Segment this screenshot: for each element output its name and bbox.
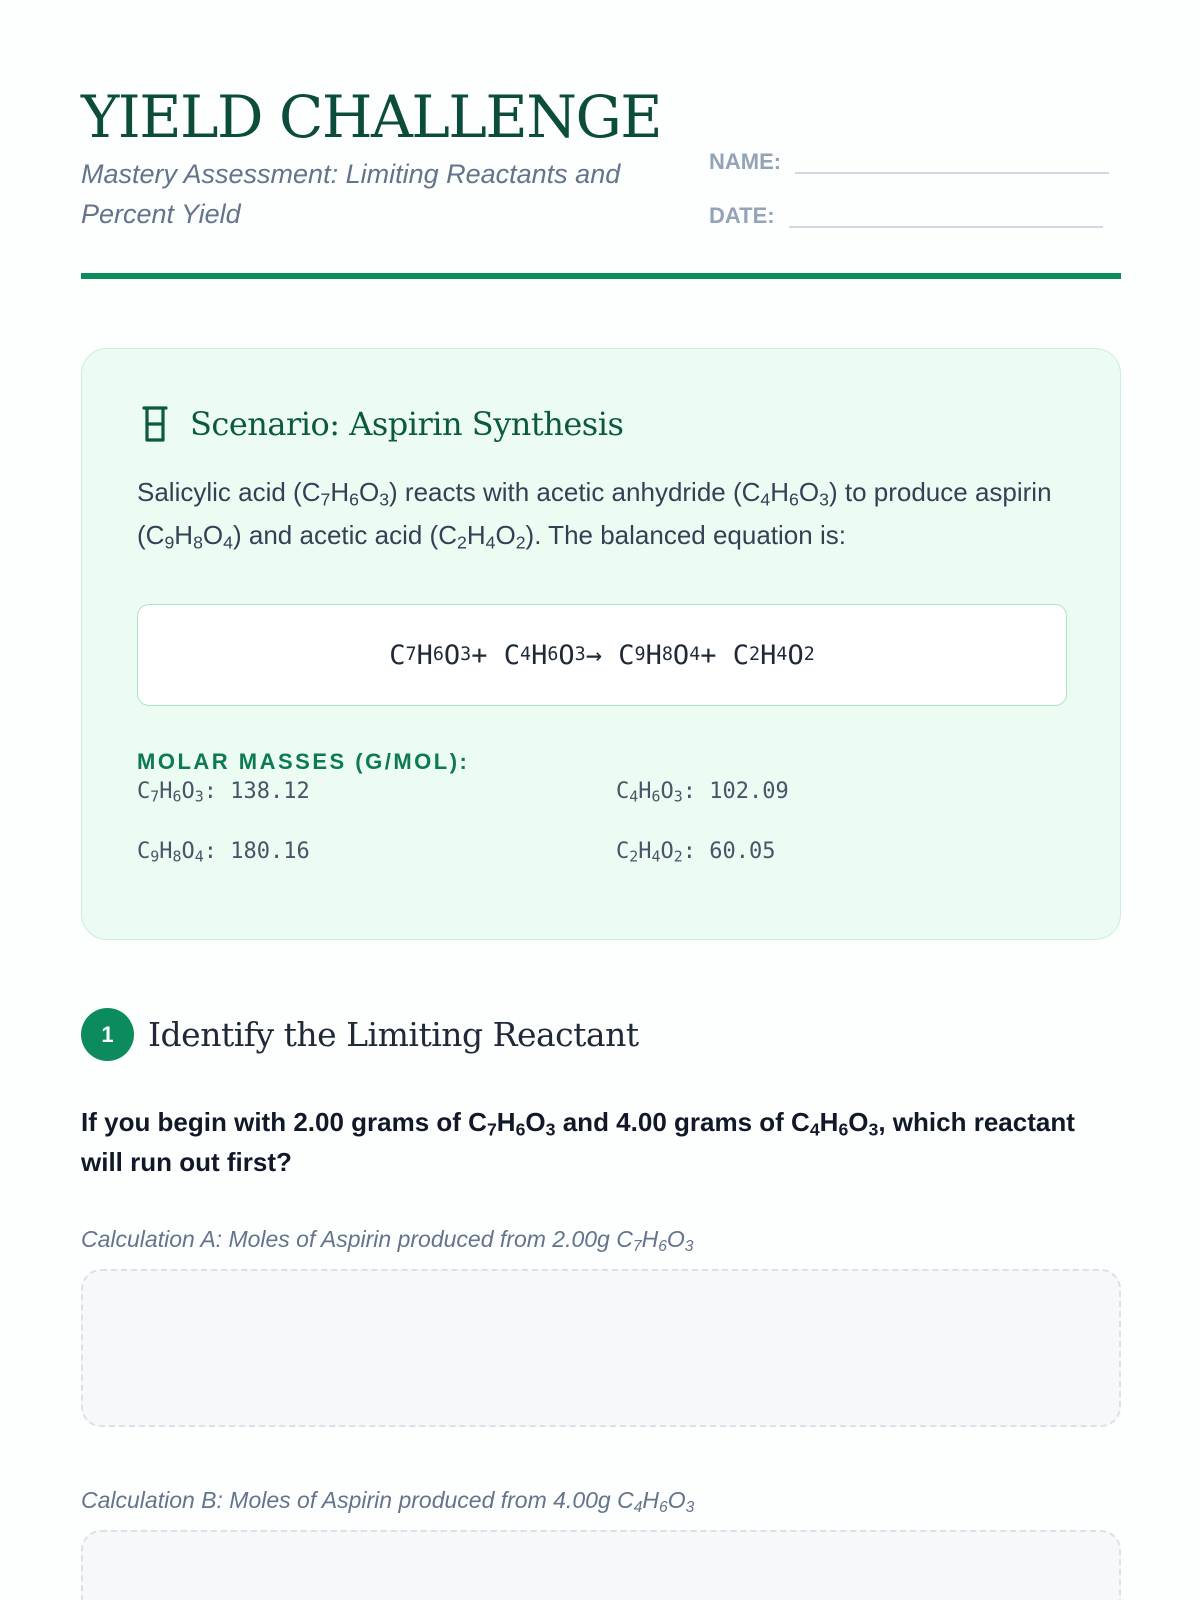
question-text [81,1102,1081,1182]
formula-acetic-acid: $C_2H_4O_2$ [438,520,526,553]
balanced-equation: C 7 H 6 O 3 + C 4 H 6 O 3 → C 9 H 8 O 4 + C 2 H 4 O 2 [137,604,1067,706]
page-subtitle: Mastery Assessment: Limiting Reactants and Percent Yield [81,159,621,229]
molar-mass-formula: $C_9H_8O_4$ [137,839,204,866]
text-segment: Salicylic acid ( [137,477,302,507]
molar-mass-item: $C_7H_6O_3$: 138.12 [137,779,310,806]
section-title: Identify the Limiting Reactant [148,1015,639,1054]
molar-mass-value: 102.09 [709,779,789,804]
calc-label-formula: $C_7H_6O_3$ [616,1226,694,1255]
scenario-card [81,348,1121,940]
date-field [709,202,1103,228]
molar-mass-formula: $C_2H_4O_2$ [616,839,683,866]
formula-aspirin: $C_9H_8O_4$ [145,520,233,553]
molar-mass-formula: $C_7H_6O_3$ [137,779,204,806]
worksheet-header [81,80,1121,280]
molar-mass-item: $C_4H_6O_3$: 102.09 [616,779,789,806]
calculation-a-answer-box[interactable] [81,1269,1121,1427]
name-label: NAME: [709,149,782,174]
scenario-description [137,471,1077,557]
date-label: DATE: [709,203,775,228]
text-segment: ). The balanced equation is: [525,520,846,550]
molar-mass-item: $C_2H_4O_2$: 60.05 [616,839,776,866]
molar-masses-heading: MOLAR MASSES (G/MOL): [137,749,470,774]
molar-mass-item: $C_9H_8O_4$: 180.16 [137,839,310,866]
molar-mass-formula: $C_4H_6O_3$ [616,779,683,806]
text-segment: ) and acetic acid ( [233,520,439,550]
calc-label-formula: $C_4H_6O_3$ [617,1487,695,1516]
calculation-b-label [81,1487,694,1514]
calc-label-text: Calculation A: Moles of Aspirin produced from 2.00g [81,1226,617,1252]
name-input-line[interactable] [795,148,1109,174]
molar-mass-value: 138.12 [230,779,310,804]
text-segment: If you begin with 2.00 grams of [81,1107,469,1137]
formula-acetic-anhydride: $C_4H_6O_3$ [791,1107,879,1140]
calculation-a-label [81,1226,693,1253]
molar-mass-value: 180.16 [230,839,310,864]
calc-label-text: Calculation B: Moles of Aspirin produced from 4.00g [81,1487,618,1513]
header-divider [81,273,1121,279]
section-number-badge: 1 [81,1008,134,1061]
page-title: YIELD CHALLENGE [81,83,662,151]
beaker-icon [138,405,172,443]
molar-mass-value: 60.05 [709,839,776,864]
scenario-header [138,405,623,443]
date-input-line[interactable] [789,202,1103,228]
section-1-header [81,1008,639,1061]
text-segment: ) reacts with acetic anhydride ( [389,477,742,507]
text-segment: and 4.00 grams of [555,1107,792,1137]
formula-salicylic-acid: $C_7H_6O_3$ [468,1107,556,1140]
calculation-b-answer-box[interactable] [81,1530,1121,1600]
formula-salicylic-acid: $C_7H_6O_3$ [301,477,390,510]
scenario-title: Scenario: Aspirin Synthesis [190,405,624,443]
text-segment: , which reactant will run out first? [81,1107,1075,1177]
name-field [709,148,1109,174]
text-segment: ) to produce aspirin ( [137,477,1052,550]
formula-acetic-anhydride: $C_4H_6O_3$ [741,477,829,510]
